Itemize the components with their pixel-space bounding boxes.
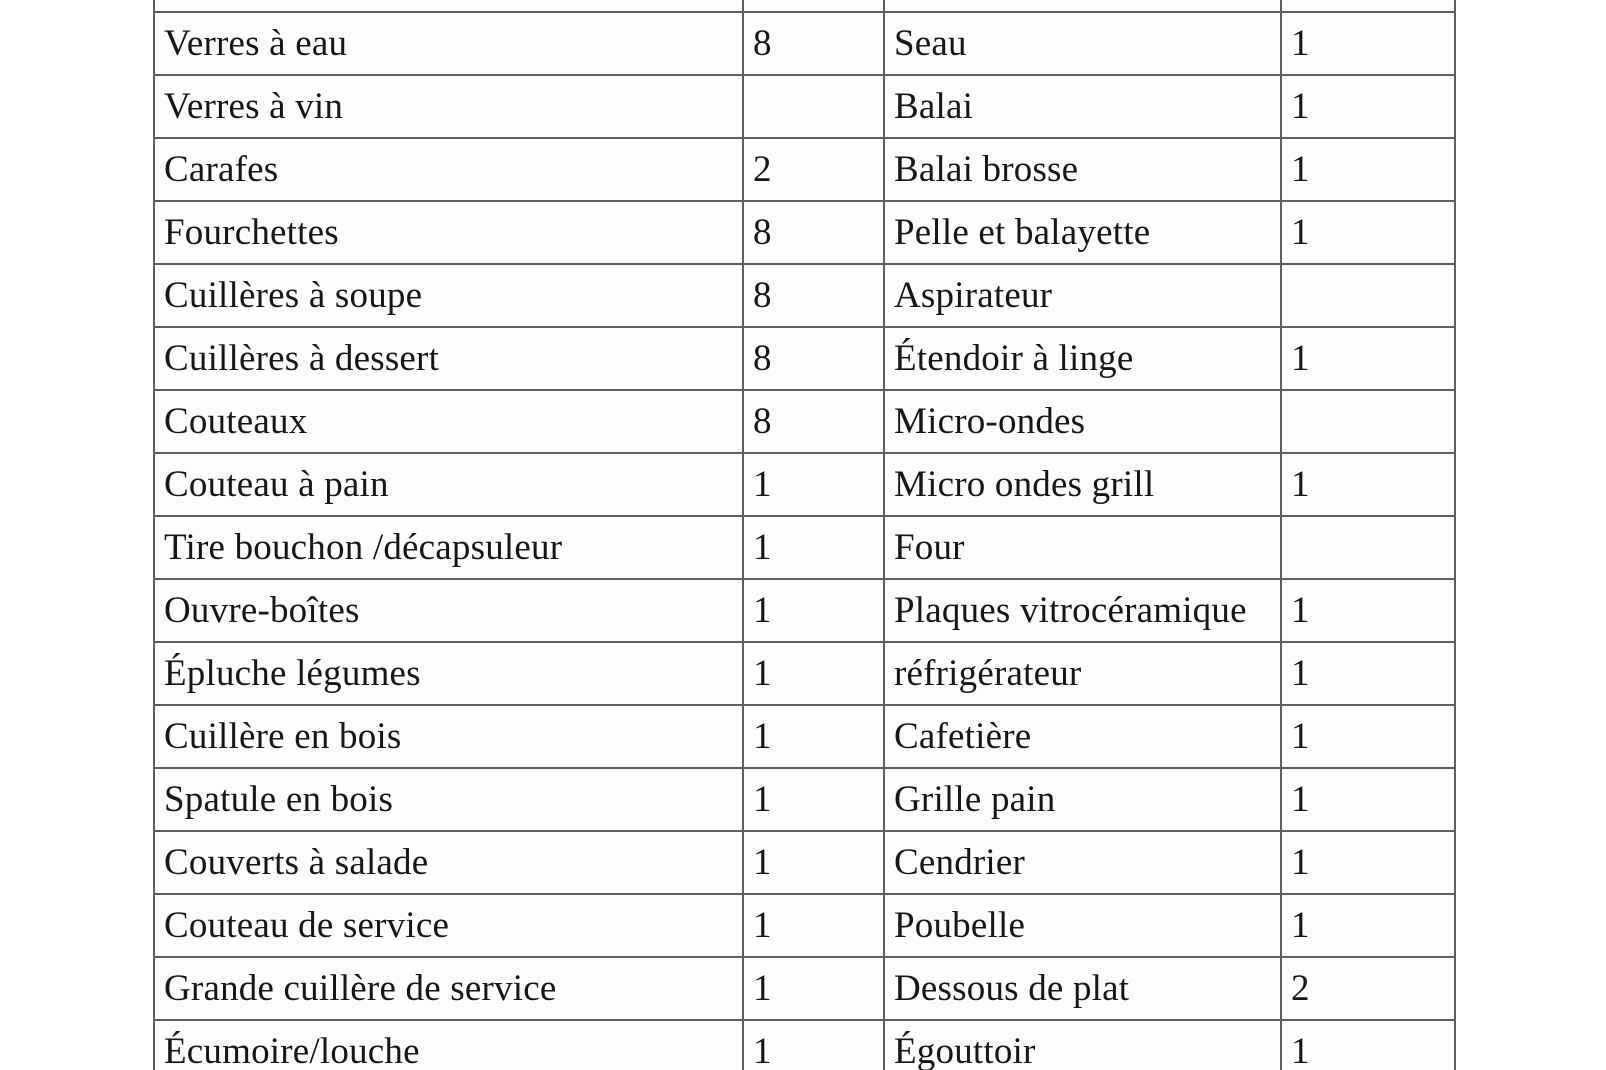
quantity-cell: [743, 0, 884, 12]
item-cell: Couverts à salade: [154, 831, 743, 894]
table-row-partial-top: [154, 0, 1455, 12]
quantity-cell: 8: [743, 390, 884, 453]
table-row: [154, 831, 1455, 894]
quantity-cell: [1281, 390, 1455, 453]
table-row: [154, 768, 1455, 831]
quantity-cell: 1: [743, 1020, 884, 1070]
quantity-cell: 8: [743, 201, 884, 264]
table-row: [154, 894, 1455, 957]
table-row: [154, 1020, 1455, 1070]
item-cell: Plaques vitrocéramique: [884, 579, 1281, 642]
item-cell: Carafes: [154, 138, 743, 201]
quantity-cell: 1: [1281, 705, 1455, 768]
quantity-cell: 1: [1281, 768, 1455, 831]
quantity-cell: 2: [743, 138, 884, 201]
quantity-cell: 1: [1281, 894, 1455, 957]
inventory-table: [153, 0, 1456, 1070]
quantity-cell: 1: [1281, 12, 1455, 75]
table-row: [154, 12, 1455, 75]
item-cell: Spatule en bois: [154, 768, 743, 831]
item-cell: Seau: [884, 12, 1281, 75]
inventory-table-body: [154, 0, 1455, 1070]
item-cell: Cuillères à dessert: [154, 327, 743, 390]
item-cell: Étendoir à linge: [884, 327, 1281, 390]
item-cell: [884, 0, 1281, 12]
item-cell: Balai: [884, 75, 1281, 138]
quantity-cell: 8: [743, 264, 884, 327]
item-cell: Tire bouchon /décapsuleur: [154, 516, 743, 579]
table-row: [154, 138, 1455, 201]
quantity-cell: 8: [743, 12, 884, 75]
item-cell: Micro ondes grill: [884, 453, 1281, 516]
quantity-cell: 1: [743, 894, 884, 957]
quantity-cell: 1: [1281, 453, 1455, 516]
table-row: [154, 516, 1455, 579]
table-row: [154, 75, 1455, 138]
item-cell: Épluche légumes: [154, 642, 743, 705]
item-cell: Cuillères à soupe: [154, 264, 743, 327]
item-cell: Dessous de plat: [884, 957, 1281, 1020]
item-cell: Verres à eau: [154, 12, 743, 75]
table-row: [154, 579, 1455, 642]
quantity-cell: 1: [1281, 1020, 1455, 1070]
quantity-cell: 1: [1281, 642, 1455, 705]
quantity-cell: 1: [743, 642, 884, 705]
item-cell: Écumoire/louche: [154, 1020, 743, 1070]
item-cell: Poubelle: [884, 894, 1281, 957]
table-row: [154, 705, 1455, 768]
item-cell: Four: [884, 516, 1281, 579]
table-row: [154, 453, 1455, 516]
quantity-cell: 1: [1281, 579, 1455, 642]
quantity-cell: [1281, 516, 1455, 579]
item-cell: Grille pain: [884, 768, 1281, 831]
item-cell: [154, 0, 743, 12]
item-cell: Cafetière: [884, 705, 1281, 768]
table-row: [154, 264, 1455, 327]
quantity-cell: 1: [1281, 138, 1455, 201]
table-row: [154, 957, 1455, 1020]
item-cell: Balai brosse: [884, 138, 1281, 201]
item-cell: Micro-ondes: [884, 390, 1281, 453]
table-row: [154, 201, 1455, 264]
quantity-cell: 2: [1281, 957, 1455, 1020]
quantity-cell: 1: [743, 957, 884, 1020]
quantity-cell: 8: [743, 327, 884, 390]
item-cell: Grande cuillère de service: [154, 957, 743, 1020]
item-cell: Cuillère en bois: [154, 705, 743, 768]
item-cell: réfrigérateur: [884, 642, 1281, 705]
item-cell: Fourchettes: [154, 201, 743, 264]
quantity-cell: [743, 75, 884, 138]
quantity-cell: 1: [743, 831, 884, 894]
table-row: [154, 327, 1455, 390]
item-cell: Égouttoir: [884, 1020, 1281, 1070]
quantity-cell: 1: [743, 768, 884, 831]
quantity-cell: 1: [1281, 201, 1455, 264]
item-cell: Couteau à pain: [154, 453, 743, 516]
item-cell: Aspirateur: [884, 264, 1281, 327]
quantity-cell: 1: [743, 516, 884, 579]
quantity-cell: 1: [1281, 831, 1455, 894]
item-cell: Couteaux: [154, 390, 743, 453]
quantity-cell: [1281, 0, 1455, 12]
quantity-cell: 1: [743, 579, 884, 642]
quantity-cell: 1: [1281, 75, 1455, 138]
item-cell: Verres à vin: [154, 75, 743, 138]
item-cell: Couteau de service: [154, 894, 743, 957]
item-cell: Cendrier: [884, 831, 1281, 894]
quantity-cell: [1281, 264, 1455, 327]
quantity-cell: 1: [743, 453, 884, 516]
quantity-cell: 1: [1281, 327, 1455, 390]
table-row: [154, 642, 1455, 705]
quantity-cell: 1: [743, 705, 884, 768]
item-cell: Pelle et balayette: [884, 201, 1281, 264]
table-row: [154, 390, 1455, 453]
item-cell: Ouvre-boîtes: [154, 579, 743, 642]
